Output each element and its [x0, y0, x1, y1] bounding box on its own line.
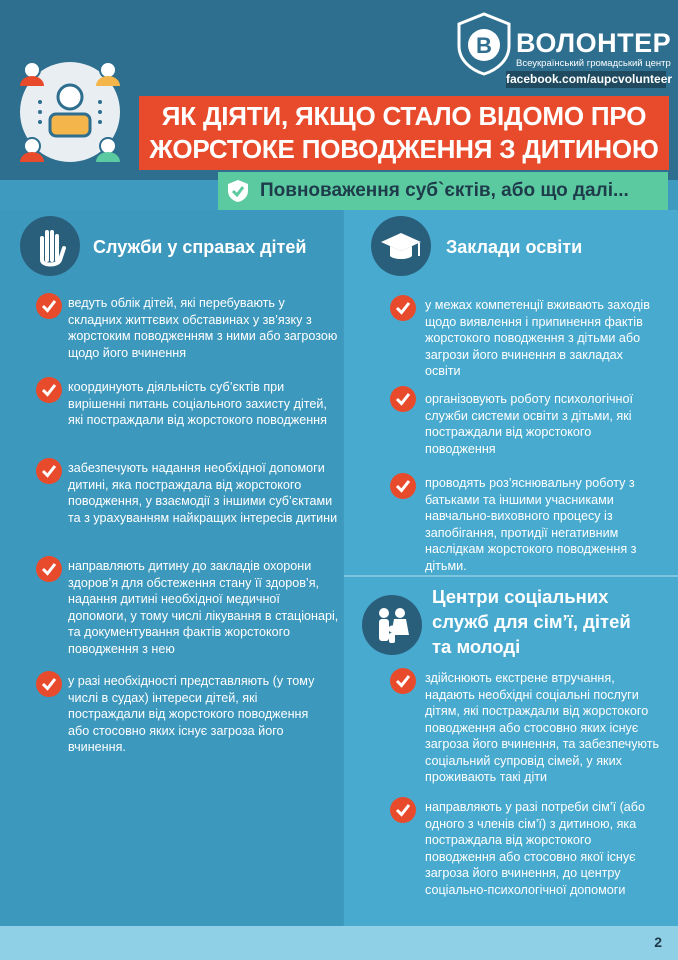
page-number: 2 — [654, 934, 662, 950]
divider — [344, 575, 678, 577]
title-line-1: ЯК ДІЯТИ, ЯКЩО СТАЛО ВІДОМО ПРО — [161, 101, 647, 131]
list-item: ведуть облік дітей, які перебувають у складних життєвих обставинах у зв’язку з жорстоким поводженням з ними або загрозою щодо його вчинення — [68, 296, 338, 360]
logo-subtitle: Всеукраїнський громадський центр — [516, 58, 671, 69]
list-item: у межах компетенції вживають заходів щодо виявлення і припинення фактів жорстокого поводження з дітьми або загрози його вчинення в закладах освіти — [425, 298, 650, 378]
svg-text:В: В — [476, 33, 492, 58]
list-item: координують діяльність суб’єктів при вирішенні питань соціального захисту дітей, які постраждали від жорстокого поводження — [68, 380, 327, 427]
hand-stop-icon — [20, 216, 80, 276]
list-item: організовують роботу психологічної служби системи освіти з дітьми, які постраждали від жорстокого поводження — [425, 392, 634, 456]
check-icon — [389, 472, 417, 500]
graduation-cap-icon — [371, 216, 431, 276]
check-icon — [389, 667, 417, 695]
check-icon — [389, 294, 417, 322]
section-title-social-centers-1: Центри соціальних — [432, 586, 609, 607]
section-title-social-centers-2: служб для сім’ї, дітей — [432, 611, 631, 632]
section-title-social-centers-3: та молоді — [432, 636, 521, 657]
list-item: направляють дитину до закладів охорони здоров’я для обстеження стану її здоров’я, надання дитині необхідної медичної допомоги, у тому числі лікування в стаціонарі, та документування фактів жорстокого поводження з нею — [68, 559, 339, 656]
page-title — [139, 96, 669, 170]
list-item: здійснюють екстрене втручання, надають необхідні соціальні послуги дітям, які постраждали від жорстокого поводження або стосовно яких існує загроза його вчинення, та забезпечують соціальний супровід сімей, у яких проживають такі діти — [425, 671, 660, 784]
facebook-link[interactable]: facebook.com/aupcvolunteer — [506, 72, 673, 86]
list-item: у разі необхідності представляють (у тому числі в судах) інтереси дітей, які постраждали від жорстокого поводження або стосовно яких існує загроза його вчинення. — [68, 674, 315, 754]
check-icon — [35, 457, 63, 485]
footer — [0, 926, 678, 960]
check-icon — [389, 385, 417, 413]
check-icon — [35, 670, 63, 698]
section-title-children-services: Служби у справах дітей — [93, 237, 307, 257]
volunteer-shield-logo-icon — [455, 12, 513, 76]
subtitle-text: Повноваження суб`єктів, або що далі... — [260, 180, 629, 201]
check-icon — [389, 796, 417, 824]
check-icon — [35, 376, 63, 404]
people-network-icon — [10, 52, 130, 172]
section-title-education: Заклади освіти — [446, 237, 583, 257]
title-line-2: ЖОРСТОКЕ ПОВОДЖЕННЯ З ДИТИНОЮ — [149, 134, 659, 164]
check-icon — [35, 555, 63, 583]
family-icon — [362, 595, 422, 655]
check-icon — [35, 292, 63, 320]
shield-check-icon — [226, 179, 250, 203]
subtitle-bar — [218, 172, 668, 210]
header — [0, 0, 678, 180]
list-item: направляють у разі потреби сім’ї (або одного з членів сім’ї) з дитиною, яка постраждала від жорстокого поводження або стосовно якої існує загроза його вчинення, до центру соціально-психологічної допомоги — [425, 800, 645, 897]
logo-name: ВОЛОНТЕР — [516, 28, 672, 58]
list-item: проводять роз’яснювальну роботу з батьками та іншими учасниками навчально-виховного процесу із запобігання, протидії негативним наслідкам жорстокого поводження з дітьми. — [425, 476, 637, 573]
list-item: забезпечують надання необхідної допомоги дитині, яка постраждала від жорстокого поводження, у взаємодії з іншими суб’єктами та з урахуванням найкращих інтересів дитини — [68, 461, 338, 525]
